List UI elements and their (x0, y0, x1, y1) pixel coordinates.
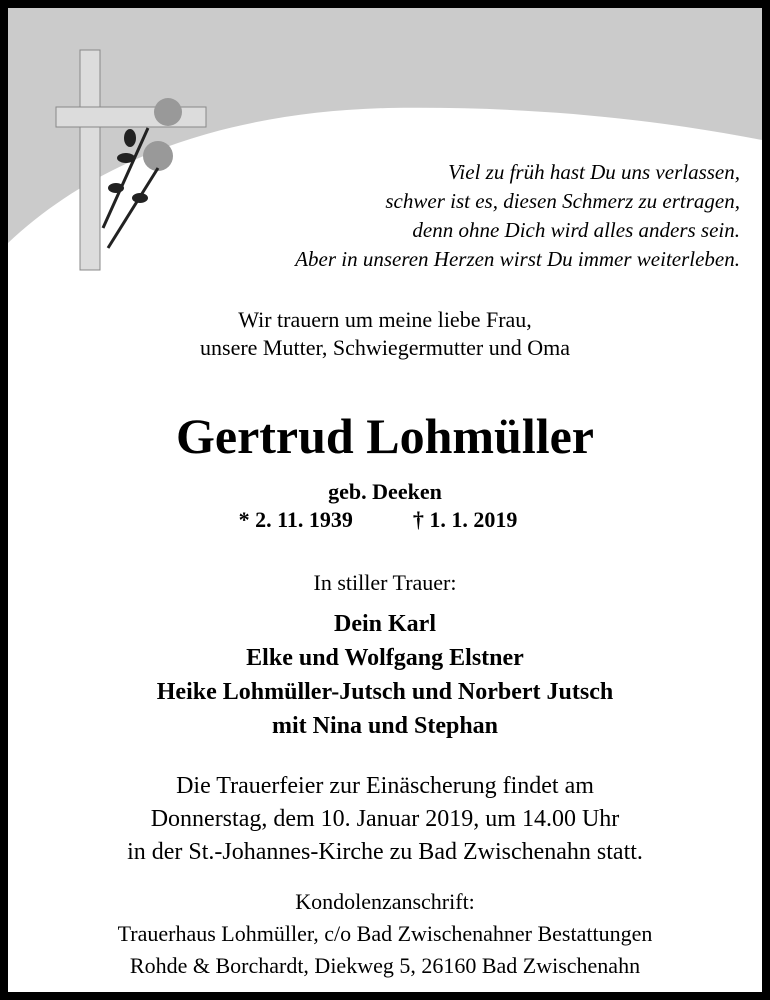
mourners (8, 607, 762, 743)
intro (8, 306, 762, 362)
service-line: Donnerstag, dem 10. Januar 2019, um 14.00 Uhr (150, 806, 620, 832)
intro-line: unsere Mutter, Schwiegermutter und Oma (200, 335, 570, 360)
poem-line: Viel zu früh hast Du uns verlassen, (448, 160, 740, 184)
birth-date: * 2. 11. 1939 (238, 507, 353, 532)
condolence-line: Rohde & Borchardt, Diekweg 5, 26160 Bad Zwischenahn (129, 953, 641, 978)
service-line: Die Trauerfeier zur Einäscherung findet am (176, 773, 594, 799)
service-info (8, 770, 762, 869)
mourner-line: Elke und Wolfgang Elstner (246, 645, 524, 671)
maiden-name: geb. Deeken (328, 479, 442, 504)
poem-line: schwer ist es, diesen Schmerz zu ertragen, (385, 189, 740, 213)
mourning-label: In stiller Trauer: (313, 570, 457, 595)
obituary-card (8, 8, 762, 992)
deceased-name: Gertrud Lohmüller (175, 408, 595, 464)
service-line: in der St.-Johannes-Kirche zu Bad Zwischenahn statt. (127, 839, 643, 865)
poem-line: denn ohne Dich wird alles anders sein. (412, 218, 740, 242)
intro-line: Wir trauern um meine liebe Frau, (238, 307, 532, 332)
condolence-address (8, 886, 762, 982)
condolence-line: Kondolenzanschrift: (295, 889, 475, 914)
condolence-line: Trauerhaus Lohmüller, c/o Bad Zwischenahner Bestattungen (117, 921, 653, 946)
mourner-line: Dein Karl (334, 611, 436, 637)
poem-line: Aber in unseren Herzen wirst Du immer weiterleben. (295, 247, 740, 271)
mourner-line: mit Nina und Stephan (271, 713, 499, 739)
dates (8, 506, 748, 534)
death-date: † 1. 1. 2019 (412, 507, 518, 532)
poem (295, 158, 740, 274)
mourner-line: Heike Lohmüller-Jutsch und Norbert Jutsch (156, 679, 614, 705)
